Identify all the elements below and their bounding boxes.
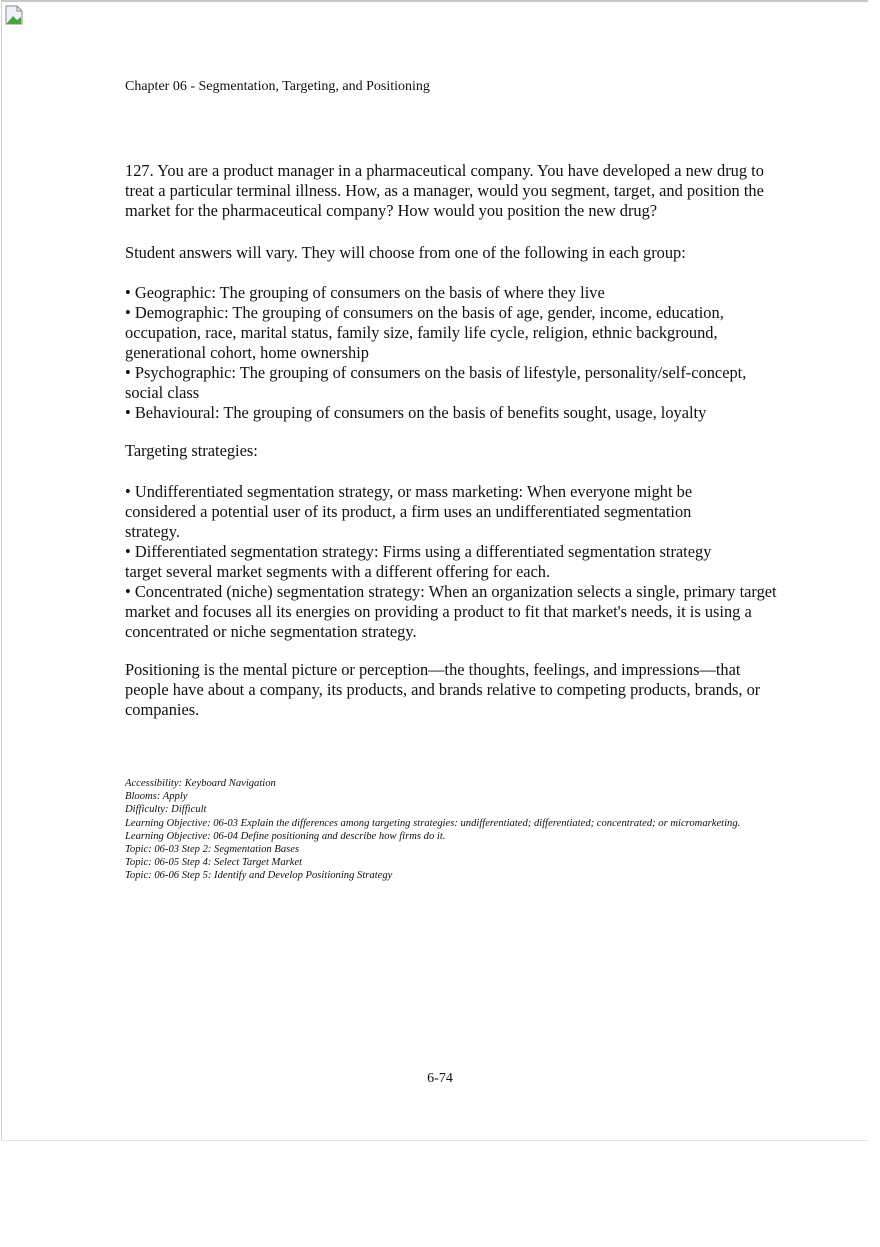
chapter-header: Chapter 06 - Segmentation, Targeting, and Positioning	[125, 79, 430, 94]
segmentation-list	[125, 283, 765, 423]
list-item: • Behavioural: The grouping of consumers on the basis of benefits sought, usage, loyalty	[125, 403, 707, 422]
list-item: • Demographic: The grouping of consumers on the basis of age, gender, income, education, occupation, race, marital status, family size, family life cycle, religion, ethnic background, generational cohort, home ownership	[125, 303, 724, 362]
broken-image-icon	[3, 4, 25, 26]
intro-text: Student answers will vary. They will choose from one of the following in each group:	[125, 243, 686, 262]
list-item: • Concentrated (niche) segmentation strategy: When an organization selects a single, primary target market and focuses all its energies on providing a product to fit that market's needs, it is using a concentrated or niche segmentation strategy.	[125, 582, 777, 641]
metadata-line: Accessibility: Keyboard Navigation	[125, 778, 276, 789]
list-item: • Geographic: The grouping of consumers on the basis of where they live	[125, 283, 605, 302]
question-metadata	[125, 777, 745, 883]
metadata-line: Learning Objective: 06-04 Define positioning and describe how firms do it.	[125, 830, 446, 842]
question-text: 127. You are a product manager in a pharmaceutical company. You have developed a new drug to treat a particular terminal illness. How, as a manager, would you segment, target, and position the market for the pharmaceutical company? How would you position the new drug?	[125, 161, 764, 220]
list-item: • Psychographic: The grouping of consumers on the basis of lifestyle, personality/self-concept, social class	[125, 363, 747, 402]
targeting-heading: Targeting strategies:	[125, 441, 258, 460]
metadata-line: Topic: 06-06 Step 5: Identify and Develop Positioning Strategy	[125, 870, 393, 882]
metadata-line: Difficulty: Difficult	[125, 804, 207, 816]
metadata-line: Topic: 06-05 Step 4: Select Target Market	[125, 857, 303, 869]
metadata-line: Topic: 06-03 Step 2: Segmentation Bases	[125, 844, 300, 856]
page-number: 6-74	[427, 1071, 453, 1086]
metadata-line: Blooms: Apply	[125, 791, 188, 803]
list-item: • Undifferentiated segmentation strategy, or mass marketing: When everyone might be considered a potential user of its product, a firm uses an undifferentiated segmentation strategy.	[125, 482, 693, 541]
positioning-text: Positioning is the mental picture or perception—the thoughts, feelings, and impressions—that people have about a company, its products, and brands relative to competing products, brands, or companies.	[125, 660, 761, 719]
targeting-list	[125, 482, 780, 642]
metadata-line: Learning Objective: 06-03 Explain the differences among targeting strategies: undifferentiated; differentiated; concentrated; or micromarketing.	[125, 817, 741, 829]
list-item: • Differentiated segmentation strategy: Firms using a differentiated segmentation strategy target several market segments with a different offering for each.	[125, 542, 712, 581]
